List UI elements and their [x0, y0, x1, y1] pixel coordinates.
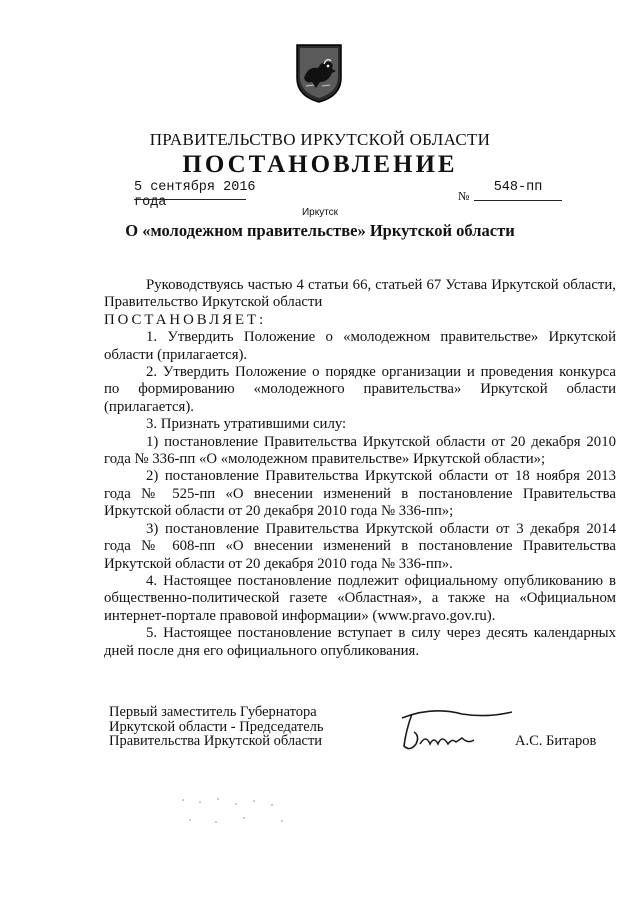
body-item: 2) постановление Правительства Иркутской области от 18 ноября 2013 года № 525-пп «О внесении изменений в постановление Правительства Иркутской области от 20 декабря 2010 года № 336-пп»; [104, 468, 616, 520]
body-item: 1) постановление Правительства Иркутской области от 20 декабря 2010 года № 336-пп «О «молодежном правительстве» Иркутской области»; [104, 433, 616, 468]
body-item: 1. Утвердить Положение о «молодежном правительстве» Иркутской области (прилагается). [104, 329, 616, 363]
signatory-position [109, 705, 369, 749]
position-line: Иркутской области - Председатель [109, 718, 324, 735]
handwritten-signature [392, 700, 522, 760]
city-name: Иркутск [301, 207, 339, 218]
number-sign: № [458, 189, 470, 203]
signatory-name: А.С. Битаров [515, 733, 597, 749]
document-type: ПОСТАНОВЛЕНИЕ [182, 151, 458, 178]
date-underline [134, 199, 246, 200]
resolves-heading: ПОСТАНОВЛЯЕТ: [104, 311, 267, 328]
position-line: Правительства Иркутской области [109, 733, 323, 749]
body-item: 5. Настоящее постановление вступает в силу через десять календарных дней после дня его официального опубликования. [104, 625, 616, 659]
body-item: 2. Утвердить Положение о порядке организации и проведения конкурса по формированию «молодежного правительства» Иркутской области (прилагается). [104, 364, 616, 415]
document-number: 548-пп [493, 180, 543, 195]
document-body [104, 277, 616, 660]
organization-name: ПРАВИТЕЛЬСТВО ИРКУТСКОЙ ОБЛАСТИ [149, 130, 491, 149]
document-date: 5 сентября 2016 года [134, 180, 256, 210]
document-title: О «молодежном правительстве» Иркутской области [125, 221, 515, 240]
intro-paragraph: Руководствуясь частью 4 статьи 66, статьей 67 Устава Иркутской области, Правительство Иркутской области [104, 277, 616, 311]
body-item: 4. Настоящее постановление подлежит официальному опубликованию в общественно-политической газете «Областная», а также на «Официальном интернет-портале правовой информации» (www.pravo.gov.ru). [104, 572, 616, 624]
number-underline [474, 200, 562, 201]
body-item: 3) постановление Правительства Иркутской области от 3 декабря 2014 года № 608-пп «О внесении изменений в постановление Правительства Иркутской области от 20 декабря 2010 года № 336-пп». [104, 520, 616, 572]
body-item: 3. Признать утратившими силу: [146, 416, 347, 433]
scan-noise [178, 796, 298, 826]
coat-of-arms-icon [294, 42, 344, 104]
position-line: Первый заместитель Губернатора [109, 704, 317, 720]
